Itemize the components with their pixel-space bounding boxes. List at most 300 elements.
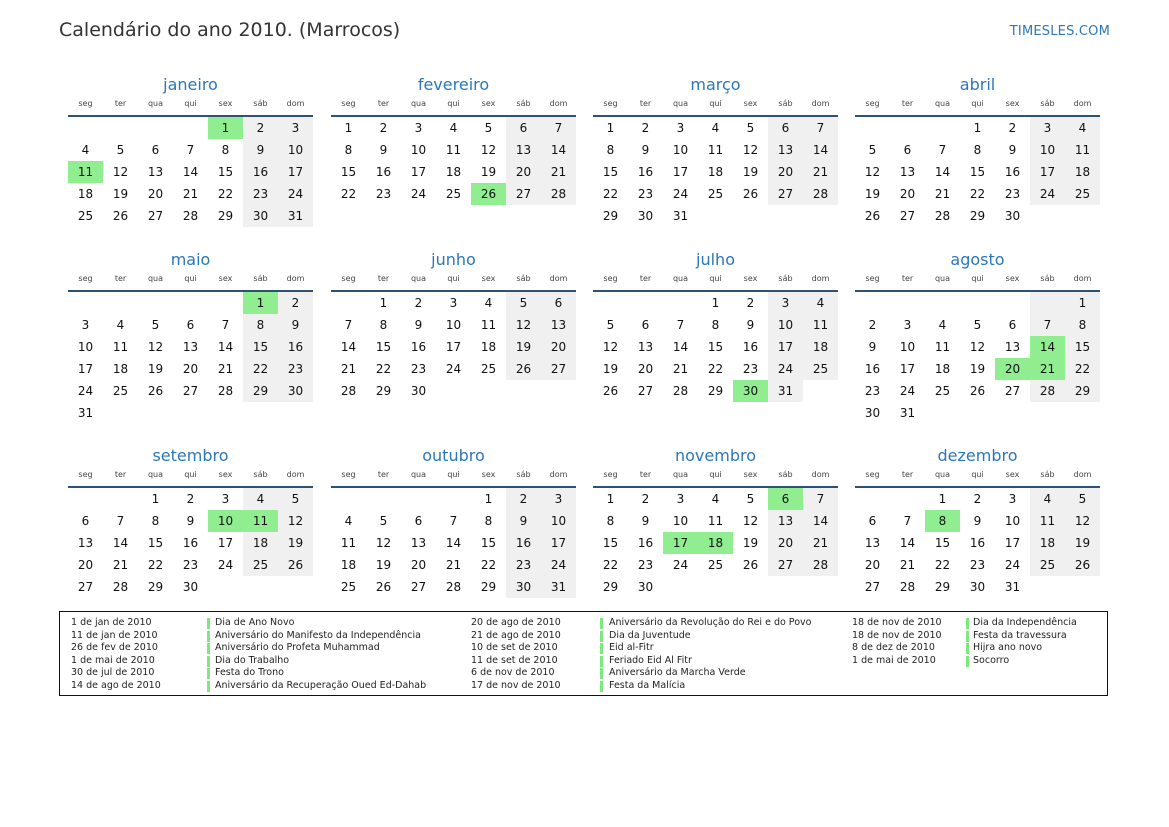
day-cell[interactable]: 15 [934, 536, 951, 550]
day-cell[interactable]: 17 [1004, 536, 1021, 550]
day-cell[interactable]: 4 [484, 296, 493, 310]
day-cell[interactable]: 24 [541, 554, 576, 576]
day-cell[interactable]: 28 [1030, 380, 1065, 402]
day-cell[interactable]: 10 [899, 340, 916, 354]
day-cell[interactable]: 19 [864, 187, 881, 201]
day-cell[interactable]: 8 [151, 514, 160, 528]
day-cell[interactable]: 4 [711, 492, 720, 506]
day-cell[interactable]: 6 [506, 117, 541, 139]
holiday-day-cell[interactable]: 1 [243, 292, 278, 314]
holiday-day-cell[interactable]: 11 [243, 510, 278, 532]
day-cell[interactable]: 13 [506, 139, 541, 161]
day-cell[interactable]: 12 [480, 143, 497, 157]
day-cell[interactable]: 10 [1004, 514, 1021, 528]
day-cell[interactable]: 20 [77, 558, 94, 572]
day-cell[interactable]: 17 [541, 532, 576, 554]
day-cell[interactable]: 8 [1065, 314, 1100, 336]
holiday-day-cell[interactable]: 8 [925, 510, 960, 532]
day-cell[interactable]: 6 [1008, 318, 1017, 332]
day-cell[interactable]: 16 [637, 165, 654, 179]
holiday-day-cell[interactable]: 17 [663, 532, 698, 554]
day-cell[interactable]: 28 [934, 209, 951, 223]
day-cell[interactable]: 15 [147, 536, 164, 550]
day-cell[interactable]: 16 [637, 536, 654, 550]
day-cell[interactable]: 5 [746, 121, 755, 135]
day-cell[interactable]: 15 [217, 165, 234, 179]
day-cell[interactable]: 6 [541, 292, 576, 314]
day-cell[interactable]: 27 [637, 384, 654, 398]
day-cell[interactable]: 25 [340, 580, 357, 594]
day-cell[interactable]: 21 [672, 362, 689, 376]
day-cell[interactable]: 8 [606, 143, 615, 157]
day-cell[interactable]: 5 [151, 318, 160, 332]
day-cell[interactable]: 4 [344, 514, 353, 528]
day-cell[interactable]: 17 [217, 536, 234, 550]
day-cell[interactable]: 21 [899, 558, 916, 572]
day-cell[interactable]: 3 [221, 492, 230, 506]
day-cell[interactable]: 25 [707, 187, 724, 201]
day-cell[interactable]: 3 [676, 492, 685, 506]
holiday-day-cell[interactable]: 20 [995, 358, 1030, 380]
day-cell[interactable]: 11 [445, 143, 462, 157]
day-cell[interactable]: 20 [768, 532, 803, 554]
day-cell[interactable]: 18 [1030, 532, 1065, 554]
day-cell[interactable]: 3 [1030, 117, 1065, 139]
day-cell[interactable]: 3 [541, 488, 576, 510]
day-cell[interactable]: 23 [864, 384, 881, 398]
day-cell[interactable]: 23 [637, 187, 654, 201]
day-cell[interactable]: 6 [903, 143, 912, 157]
day-cell[interactable]: 8 [379, 318, 388, 332]
day-cell[interactable]: 1 [1065, 292, 1100, 314]
day-cell[interactable]: 29 [602, 580, 619, 594]
day-cell[interactable]: 9 [1008, 143, 1017, 157]
day-cell[interactable]: 21 [340, 362, 357, 376]
day-cell[interactable]: 15 [602, 536, 619, 550]
day-cell[interactable]: 21 [182, 187, 199, 201]
day-cell[interactable]: 24 [1004, 558, 1021, 572]
day-cell[interactable]: 12 [112, 165, 129, 179]
day-cell[interactable]: 15 [1065, 336, 1100, 358]
day-cell[interactable]: 23 [278, 358, 313, 380]
day-cell[interactable]: 6 [81, 514, 90, 528]
day-cell[interactable]: 9 [186, 514, 195, 528]
holiday-day-cell[interactable]: 1 [208, 117, 243, 139]
day-cell[interactable]: 25 [1065, 183, 1100, 205]
day-cell[interactable]: 23 [506, 554, 541, 576]
day-cell[interactable]: 23 [410, 362, 427, 376]
day-cell[interactable]: 9 [641, 514, 650, 528]
day-cell[interactable]: 11 [707, 143, 724, 157]
day-cell[interactable]: 5 [484, 121, 493, 135]
day-cell[interactable]: 22 [480, 558, 497, 572]
day-cell[interactable]: 16 [864, 362, 881, 376]
day-cell[interactable]: 10 [768, 314, 803, 336]
day-cell[interactable]: 12 [147, 340, 164, 354]
day-cell[interactable]: 19 [742, 165, 759, 179]
day-cell[interactable]: 28 [445, 580, 462, 594]
day-cell[interactable]: 15 [707, 340, 724, 354]
day-cell[interactable]: 16 [278, 336, 313, 358]
day-cell[interactable]: 30 [864, 406, 881, 420]
day-cell[interactable]: 5 [506, 292, 541, 314]
day-cell[interactable]: 25 [934, 384, 951, 398]
day-cell[interactable]: 26 [742, 558, 759, 572]
day-cell[interactable]: 28 [340, 384, 357, 398]
day-cell[interactable]: 20 [541, 336, 576, 358]
day-cell[interactable]: 29 [480, 580, 497, 594]
day-cell[interactable]: 30 [506, 576, 541, 598]
day-cell[interactable]: 9 [506, 510, 541, 532]
day-cell[interactable]: 5 [606, 318, 615, 332]
day-cell[interactable]: 8 [243, 314, 278, 336]
day-cell[interactable]: 24 [768, 358, 803, 380]
day-cell[interactable]: 24 [672, 558, 689, 572]
day-cell[interactable]: 1 [484, 492, 493, 506]
day-cell[interactable]: 10 [410, 143, 427, 157]
day-cell[interactable]: 25 [803, 358, 838, 380]
day-cell[interactable]: 22 [602, 558, 619, 572]
day-cell[interactable]: 23 [375, 187, 392, 201]
day-cell[interactable]: 13 [637, 340, 654, 354]
day-cell[interactable]: 7 [1030, 314, 1065, 336]
day-cell[interactable]: 27 [506, 183, 541, 205]
day-cell[interactable]: 25 [112, 384, 129, 398]
day-cell[interactable]: 29 [217, 209, 234, 223]
day-cell[interactable]: 23 [637, 558, 654, 572]
day-cell[interactable]: 14 [899, 536, 916, 550]
day-cell[interactable]: 27 [864, 580, 881, 594]
day-cell[interactable]: 19 [278, 532, 313, 554]
day-cell[interactable]: 6 [768, 117, 803, 139]
day-cell[interactable]: 16 [410, 340, 427, 354]
day-cell[interactable]: 7 [186, 143, 195, 157]
day-cell[interactable]: 11 [1065, 139, 1100, 161]
day-cell[interactable]: 13 [410, 536, 427, 550]
day-cell[interactable]: 2 [1008, 121, 1017, 135]
day-cell[interactable]: 8 [344, 143, 353, 157]
day-cell[interactable]: 4 [1065, 117, 1100, 139]
day-cell[interactable]: 12 [506, 314, 541, 336]
day-cell[interactable]: 31 [278, 205, 313, 227]
day-cell[interactable]: 6 [414, 514, 423, 528]
day-cell[interactable]: 5 [1065, 488, 1100, 510]
holiday-day-cell[interactable]: 6 [768, 488, 803, 510]
day-cell[interactable]: 17 [672, 165, 689, 179]
day-cell[interactable]: 22 [217, 187, 234, 201]
day-cell[interactable]: 22 [1065, 358, 1100, 380]
day-cell[interactable]: 31 [1004, 580, 1021, 594]
day-cell[interactable]: 22 [707, 362, 724, 376]
day-cell[interactable]: 4 [711, 121, 720, 135]
day-cell[interactable]: 17 [1030, 161, 1065, 183]
day-cell[interactable]: 26 [278, 554, 313, 576]
day-cell[interactable]: 12 [278, 510, 313, 532]
day-cell[interactable]: 30 [410, 384, 427, 398]
day-cell[interactable]: 8 [221, 143, 230, 157]
day-cell[interactable]: 9 [746, 318, 755, 332]
day-cell[interactable]: 1 [606, 121, 615, 135]
day-cell[interactable]: 22 [340, 187, 357, 201]
day-cell[interactable]: 3 [278, 117, 313, 139]
day-cell[interactable]: 27 [182, 384, 199, 398]
day-cell[interactable]: 4 [449, 121, 458, 135]
day-cell[interactable]: 7 [803, 488, 838, 510]
day-cell[interactable]: 25 [77, 209, 94, 223]
day-cell[interactable]: 27 [899, 209, 916, 223]
day-cell[interactable]: 28 [672, 384, 689, 398]
day-cell[interactable]: 24 [77, 384, 94, 398]
day-cell[interactable]: 23 [742, 362, 759, 376]
day-cell[interactable]: 4 [803, 292, 838, 314]
day-cell[interactable]: 17 [278, 161, 313, 183]
day-cell[interactable]: 3 [81, 318, 90, 332]
day-cell[interactable]: 30 [637, 580, 654, 594]
day-cell[interactable]: 16 [243, 161, 278, 183]
day-cell[interactable]: 26 [742, 187, 759, 201]
day-cell[interactable]: 18 [803, 336, 838, 358]
day-cell[interactable]: 8 [973, 143, 982, 157]
holiday-day-cell[interactable]: 10 [208, 510, 243, 532]
holiday-day-cell[interactable]: 11 [68, 161, 103, 183]
day-cell[interactable]: 20 [864, 558, 881, 572]
day-cell[interactable]: 7 [676, 318, 685, 332]
day-cell[interactable]: 13 [77, 536, 94, 550]
day-cell[interactable]: 29 [934, 580, 951, 594]
day-cell[interactable]: 22 [375, 362, 392, 376]
day-cell[interactable]: 10 [541, 510, 576, 532]
day-cell[interactable]: 9 [868, 340, 877, 354]
day-cell[interactable]: 30 [969, 580, 986, 594]
day-cell[interactable]: 15 [969, 165, 986, 179]
day-cell[interactable]: 5 [379, 514, 388, 528]
day-cell[interactable]: 17 [410, 165, 427, 179]
day-cell[interactable]: 7 [803, 117, 838, 139]
holiday-day-cell[interactable]: 14 [1030, 336, 1065, 358]
day-cell[interactable]: 25 [243, 554, 278, 576]
day-cell[interactable]: 20 [182, 362, 199, 376]
day-cell[interactable]: 30 [182, 580, 199, 594]
day-cell[interactable]: 21 [934, 187, 951, 201]
day-cell[interactable]: 28 [217, 384, 234, 398]
day-cell[interactable]: 25 [445, 187, 462, 201]
day-cell[interactable]: 12 [864, 165, 881, 179]
day-cell[interactable]: 5 [746, 492, 755, 506]
day-cell[interactable]: 26 [506, 358, 541, 380]
day-cell[interactable]: 19 [969, 362, 986, 376]
day-cell[interactable]: 7 [449, 514, 458, 528]
day-cell[interactable]: 31 [899, 406, 916, 420]
day-cell[interactable]: 2 [379, 121, 388, 135]
day-cell[interactable]: 10 [445, 318, 462, 332]
day-cell[interactable]: 1 [344, 121, 353, 135]
day-cell[interactable]: 14 [217, 340, 234, 354]
day-cell[interactable]: 15 [480, 536, 497, 550]
day-cell[interactable]: 23 [1004, 187, 1021, 201]
day-cell[interactable]: 16 [375, 165, 392, 179]
day-cell[interactable]: 11 [803, 314, 838, 336]
day-cell[interactable]: 21 [112, 558, 129, 572]
day-cell[interactable]: 5 [973, 318, 982, 332]
day-cell[interactable]: 24 [445, 362, 462, 376]
day-cell[interactable]: 17 [899, 362, 916, 376]
day-cell[interactable]: 13 [899, 165, 916, 179]
day-cell[interactable]: 13 [541, 314, 576, 336]
day-cell[interactable]: 27 [1004, 384, 1021, 398]
day-cell[interactable]: 13 [768, 139, 803, 161]
day-cell[interactable]: 27 [410, 580, 427, 594]
day-cell[interactable]: 1 [711, 296, 720, 310]
day-cell[interactable]: 2 [243, 117, 278, 139]
day-cell[interactable]: 10 [672, 143, 689, 157]
day-cell[interactable]: 17 [445, 340, 462, 354]
day-cell[interactable]: 26 [1065, 554, 1100, 576]
day-cell[interactable]: 26 [375, 580, 392, 594]
day-cell[interactable]: 29 [243, 380, 278, 402]
day-cell[interactable]: 4 [243, 488, 278, 510]
day-cell[interactable]: 24 [217, 558, 234, 572]
day-cell[interactable]: 17 [77, 362, 94, 376]
day-cell[interactable]: 10 [77, 340, 94, 354]
day-cell[interactable]: 22 [602, 187, 619, 201]
day-cell[interactable]: 18 [934, 362, 951, 376]
day-cell[interactable]: 8 [484, 514, 493, 528]
day-cell[interactable]: 29 [1065, 380, 1100, 402]
day-cell[interactable]: 26 [112, 209, 129, 223]
day-cell[interactable]: 17 [768, 336, 803, 358]
day-cell[interactable]: 1 [973, 121, 982, 135]
day-cell[interactable]: 6 [641, 318, 650, 332]
day-cell[interactable]: 11 [934, 340, 951, 354]
day-cell[interactable]: 19 [112, 187, 129, 201]
day-cell[interactable]: 24 [1030, 183, 1065, 205]
day-cell[interactable]: 9 [243, 139, 278, 161]
day-cell[interactable]: 14 [934, 165, 951, 179]
day-cell[interactable]: 23 [182, 558, 199, 572]
day-cell[interactable]: 18 [243, 532, 278, 554]
day-cell[interactable]: 12 [742, 514, 759, 528]
day-cell[interactable]: 10 [1030, 139, 1065, 161]
day-cell[interactable]: 29 [707, 384, 724, 398]
day-cell[interactable]: 29 [147, 580, 164, 594]
day-cell[interactable]: 20 [410, 558, 427, 572]
day-cell[interactable]: 7 [903, 514, 912, 528]
day-cell[interactable]: 3 [414, 121, 423, 135]
day-cell[interactable]: 27 [768, 183, 803, 205]
day-cell[interactable]: 30 [1004, 209, 1021, 223]
day-cell[interactable]: 20 [637, 362, 654, 376]
day-cell[interactable]: 2 [278, 292, 313, 314]
day-cell[interactable]: 30 [278, 380, 313, 402]
day-cell[interactable]: 16 [742, 340, 759, 354]
day-cell[interactable]: 14 [672, 340, 689, 354]
day-cell[interactable]: 18 [480, 340, 497, 354]
day-cell[interactable]: 26 [969, 384, 986, 398]
day-cell[interactable]: 9 [973, 514, 982, 528]
day-cell[interactable]: 21 [803, 532, 838, 554]
day-cell[interactable]: 2 [641, 492, 650, 506]
day-cell[interactable]: 14 [182, 165, 199, 179]
day-cell[interactable]: 12 [602, 340, 619, 354]
day-cell[interactable]: 3 [768, 292, 803, 314]
day-cell[interactable]: 6 [186, 318, 195, 332]
day-cell[interactable]: 15 [340, 165, 357, 179]
day-cell[interactable]: 9 [379, 143, 388, 157]
day-cell[interactable]: 1 [938, 492, 947, 506]
day-cell[interactable]: 28 [182, 209, 199, 223]
holiday-day-cell[interactable]: 30 [733, 380, 768, 402]
day-cell[interactable]: 21 [541, 161, 576, 183]
day-cell[interactable]: 20 [899, 187, 916, 201]
day-cell[interactable]: 2 [506, 488, 541, 510]
day-cell[interactable]: 29 [375, 384, 392, 398]
day-cell[interactable]: 16 [969, 536, 986, 550]
day-cell[interactable]: 7 [116, 514, 125, 528]
day-cell[interactable]: 8 [606, 514, 615, 528]
day-cell[interactable]: 29 [602, 209, 619, 223]
day-cell[interactable]: 1 [606, 492, 615, 506]
site-link[interactable]: TIMESLES.COM [1009, 24, 1110, 39]
day-cell[interactable]: 27 [77, 580, 94, 594]
holiday-day-cell[interactable]: 18 [698, 532, 733, 554]
day-cell[interactable]: 2 [973, 492, 982, 506]
day-cell[interactable]: 31 [77, 406, 94, 420]
day-cell[interactable]: 22 [969, 187, 986, 201]
day-cell[interactable]: 6 [868, 514, 877, 528]
day-cell[interactable]: 19 [147, 362, 164, 376]
day-cell[interactable]: 10 [278, 139, 313, 161]
day-cell[interactable]: 16 [1004, 165, 1021, 179]
day-cell[interactable]: 13 [147, 165, 164, 179]
day-cell[interactable]: 28 [803, 183, 838, 205]
day-cell[interactable]: 9 [641, 143, 650, 157]
day-cell[interactable]: 12 [375, 536, 392, 550]
day-cell[interactable]: 2 [868, 318, 877, 332]
day-cell[interactable]: 7 [938, 143, 947, 157]
day-cell[interactable]: 11 [480, 318, 497, 332]
day-cell[interactable]: 9 [278, 314, 313, 336]
day-cell[interactable]: 11 [1030, 510, 1065, 532]
day-cell[interactable]: 12 [969, 340, 986, 354]
day-cell[interactable]: 18 [707, 165, 724, 179]
day-cell[interactable]: 13 [768, 510, 803, 532]
day-cell[interactable]: 13 [864, 536, 881, 550]
day-cell[interactable]: 18 [1065, 161, 1100, 183]
day-cell[interactable]: 19 [742, 536, 759, 550]
day-cell[interactable]: 2 [746, 296, 755, 310]
day-cell[interactable]: 15 [243, 336, 278, 358]
day-cell[interactable]: 1 [151, 492, 160, 506]
day-cell[interactable]: 25 [1030, 554, 1065, 576]
day-cell[interactable]: 20 [147, 187, 164, 201]
day-cell[interactable]: 13 [1004, 340, 1021, 354]
day-cell[interactable]: 29 [969, 209, 986, 223]
day-cell[interactable]: 21 [445, 558, 462, 572]
day-cell[interactable]: 26 [864, 209, 881, 223]
day-cell[interactable]: 20 [506, 161, 541, 183]
day-cell[interactable]: 28 [112, 580, 129, 594]
day-cell[interactable]: 7 [541, 117, 576, 139]
day-cell[interactable]: 5 [278, 488, 313, 510]
day-cell[interactable]: 4 [938, 318, 947, 332]
day-cell[interactable]: 7 [221, 318, 230, 332]
day-cell[interactable]: 28 [899, 580, 916, 594]
day-cell[interactable]: 1 [379, 296, 388, 310]
day-cell[interactable]: 11 [112, 340, 129, 354]
day-cell[interactable]: 15 [375, 340, 392, 354]
day-cell[interactable]: 3 [449, 296, 458, 310]
day-cell[interactable]: 10 [672, 514, 689, 528]
